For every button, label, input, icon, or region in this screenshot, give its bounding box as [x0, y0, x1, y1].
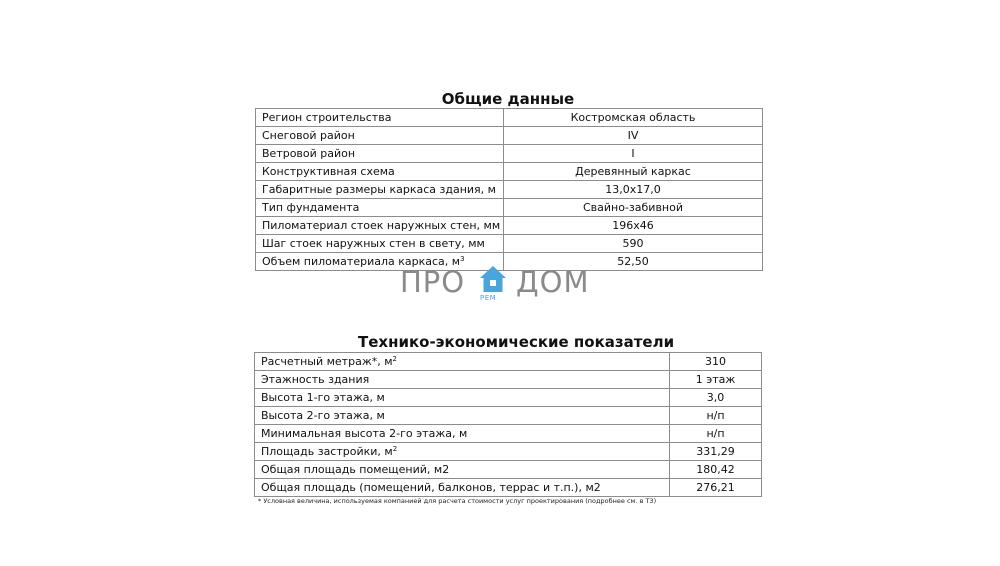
label-text: Расчетный метраж*, м [261, 355, 393, 368]
unit-superscript: 3 [460, 255, 465, 263]
table-row [256, 235, 763, 253]
row-value: Костромская область [504, 109, 763, 127]
row-label: Высота 2-го этажа, м [255, 407, 670, 425]
table-row [255, 371, 762, 389]
label-text: Площадь застройки, м [261, 445, 393, 458]
row-value: 590 [504, 235, 763, 253]
row-label [255, 443, 670, 461]
row-value: н/п [670, 407, 762, 425]
row-label: Общая площадь помещений, м2 [255, 461, 670, 479]
row-label: Минимальная высота 2-го этажа, м [255, 425, 670, 443]
general-data-table [255, 108, 763, 271]
prodom-logo [396, 262, 606, 306]
unit-superscript: 2 [392, 445, 398, 453]
logo-sub-text: РЕМ [480, 294, 497, 302]
table-row [255, 425, 762, 443]
row-value: 331,29 [670, 443, 762, 461]
row-value: 276,21 [670, 479, 762, 497]
row-label: Ветровой район [256, 145, 504, 163]
table-row [255, 461, 762, 479]
unit-superscript: 2 [392, 355, 397, 363]
row-value: 1 этаж [670, 371, 762, 389]
row-value: 3,0 [670, 389, 762, 407]
table-row [256, 181, 763, 199]
row-label: Тип фундамента [256, 199, 504, 217]
row-value: 310 [670, 353, 762, 371]
row-value: н/п [670, 425, 762, 443]
row-value: 52,50 [504, 253, 763, 271]
table-row [255, 389, 762, 407]
table-row [256, 145, 763, 163]
row-value: 196x46 [504, 217, 763, 235]
table-row [256, 127, 763, 145]
table-row [255, 353, 762, 371]
row-value: IV [504, 127, 763, 145]
row-label [255, 353, 670, 371]
row-value: Свайно-забивной [504, 199, 763, 217]
table-row [256, 163, 763, 181]
row-label: Регион строительства [256, 109, 504, 127]
label-text: Объем пиломатериала каркаса, м [262, 255, 461, 268]
technical-indicators-title: Технико-экономические показатели [358, 333, 675, 351]
table-row [255, 407, 762, 425]
row-label: Габаритные размеры каркаса здания, м [256, 181, 504, 199]
table-row [256, 217, 763, 235]
table-row [255, 443, 762, 461]
logo-right-word: ДОМ [516, 265, 590, 299]
table-row [255, 479, 762, 497]
row-label: Этажность здания [255, 371, 670, 389]
row-label: Общая площадь (помещений, балконов, террас и т.п.), м2 [255, 479, 670, 497]
row-value: 13,0x17,0 [504, 181, 763, 199]
footnote: * Условная величина, используемая компанией для расчета стоимости услуг проектирования (подробнее см. в ТЗ) [258, 497, 657, 505]
logo-left-word: ПРО [400, 265, 466, 299]
house-icon [478, 264, 508, 294]
row-label: Пиломатериал стоек наружных стен, мм [256, 217, 504, 235]
row-value: I [504, 145, 763, 163]
row-value: Деревянный каркас [504, 163, 763, 181]
row-label: Высота 1-го этажа, м [255, 389, 670, 407]
row-label: Конструктивная схема [256, 163, 504, 181]
table-row [256, 109, 763, 127]
row-label: Шаг стоек наружных стен в свету, мм [256, 235, 504, 253]
general-data-title: Общие данные [441, 90, 575, 108]
table-row [256, 199, 763, 217]
technical-indicators-table [254, 352, 762, 497]
row-label: Снеговой район [256, 127, 504, 145]
row-value: 180,42 [670, 461, 762, 479]
